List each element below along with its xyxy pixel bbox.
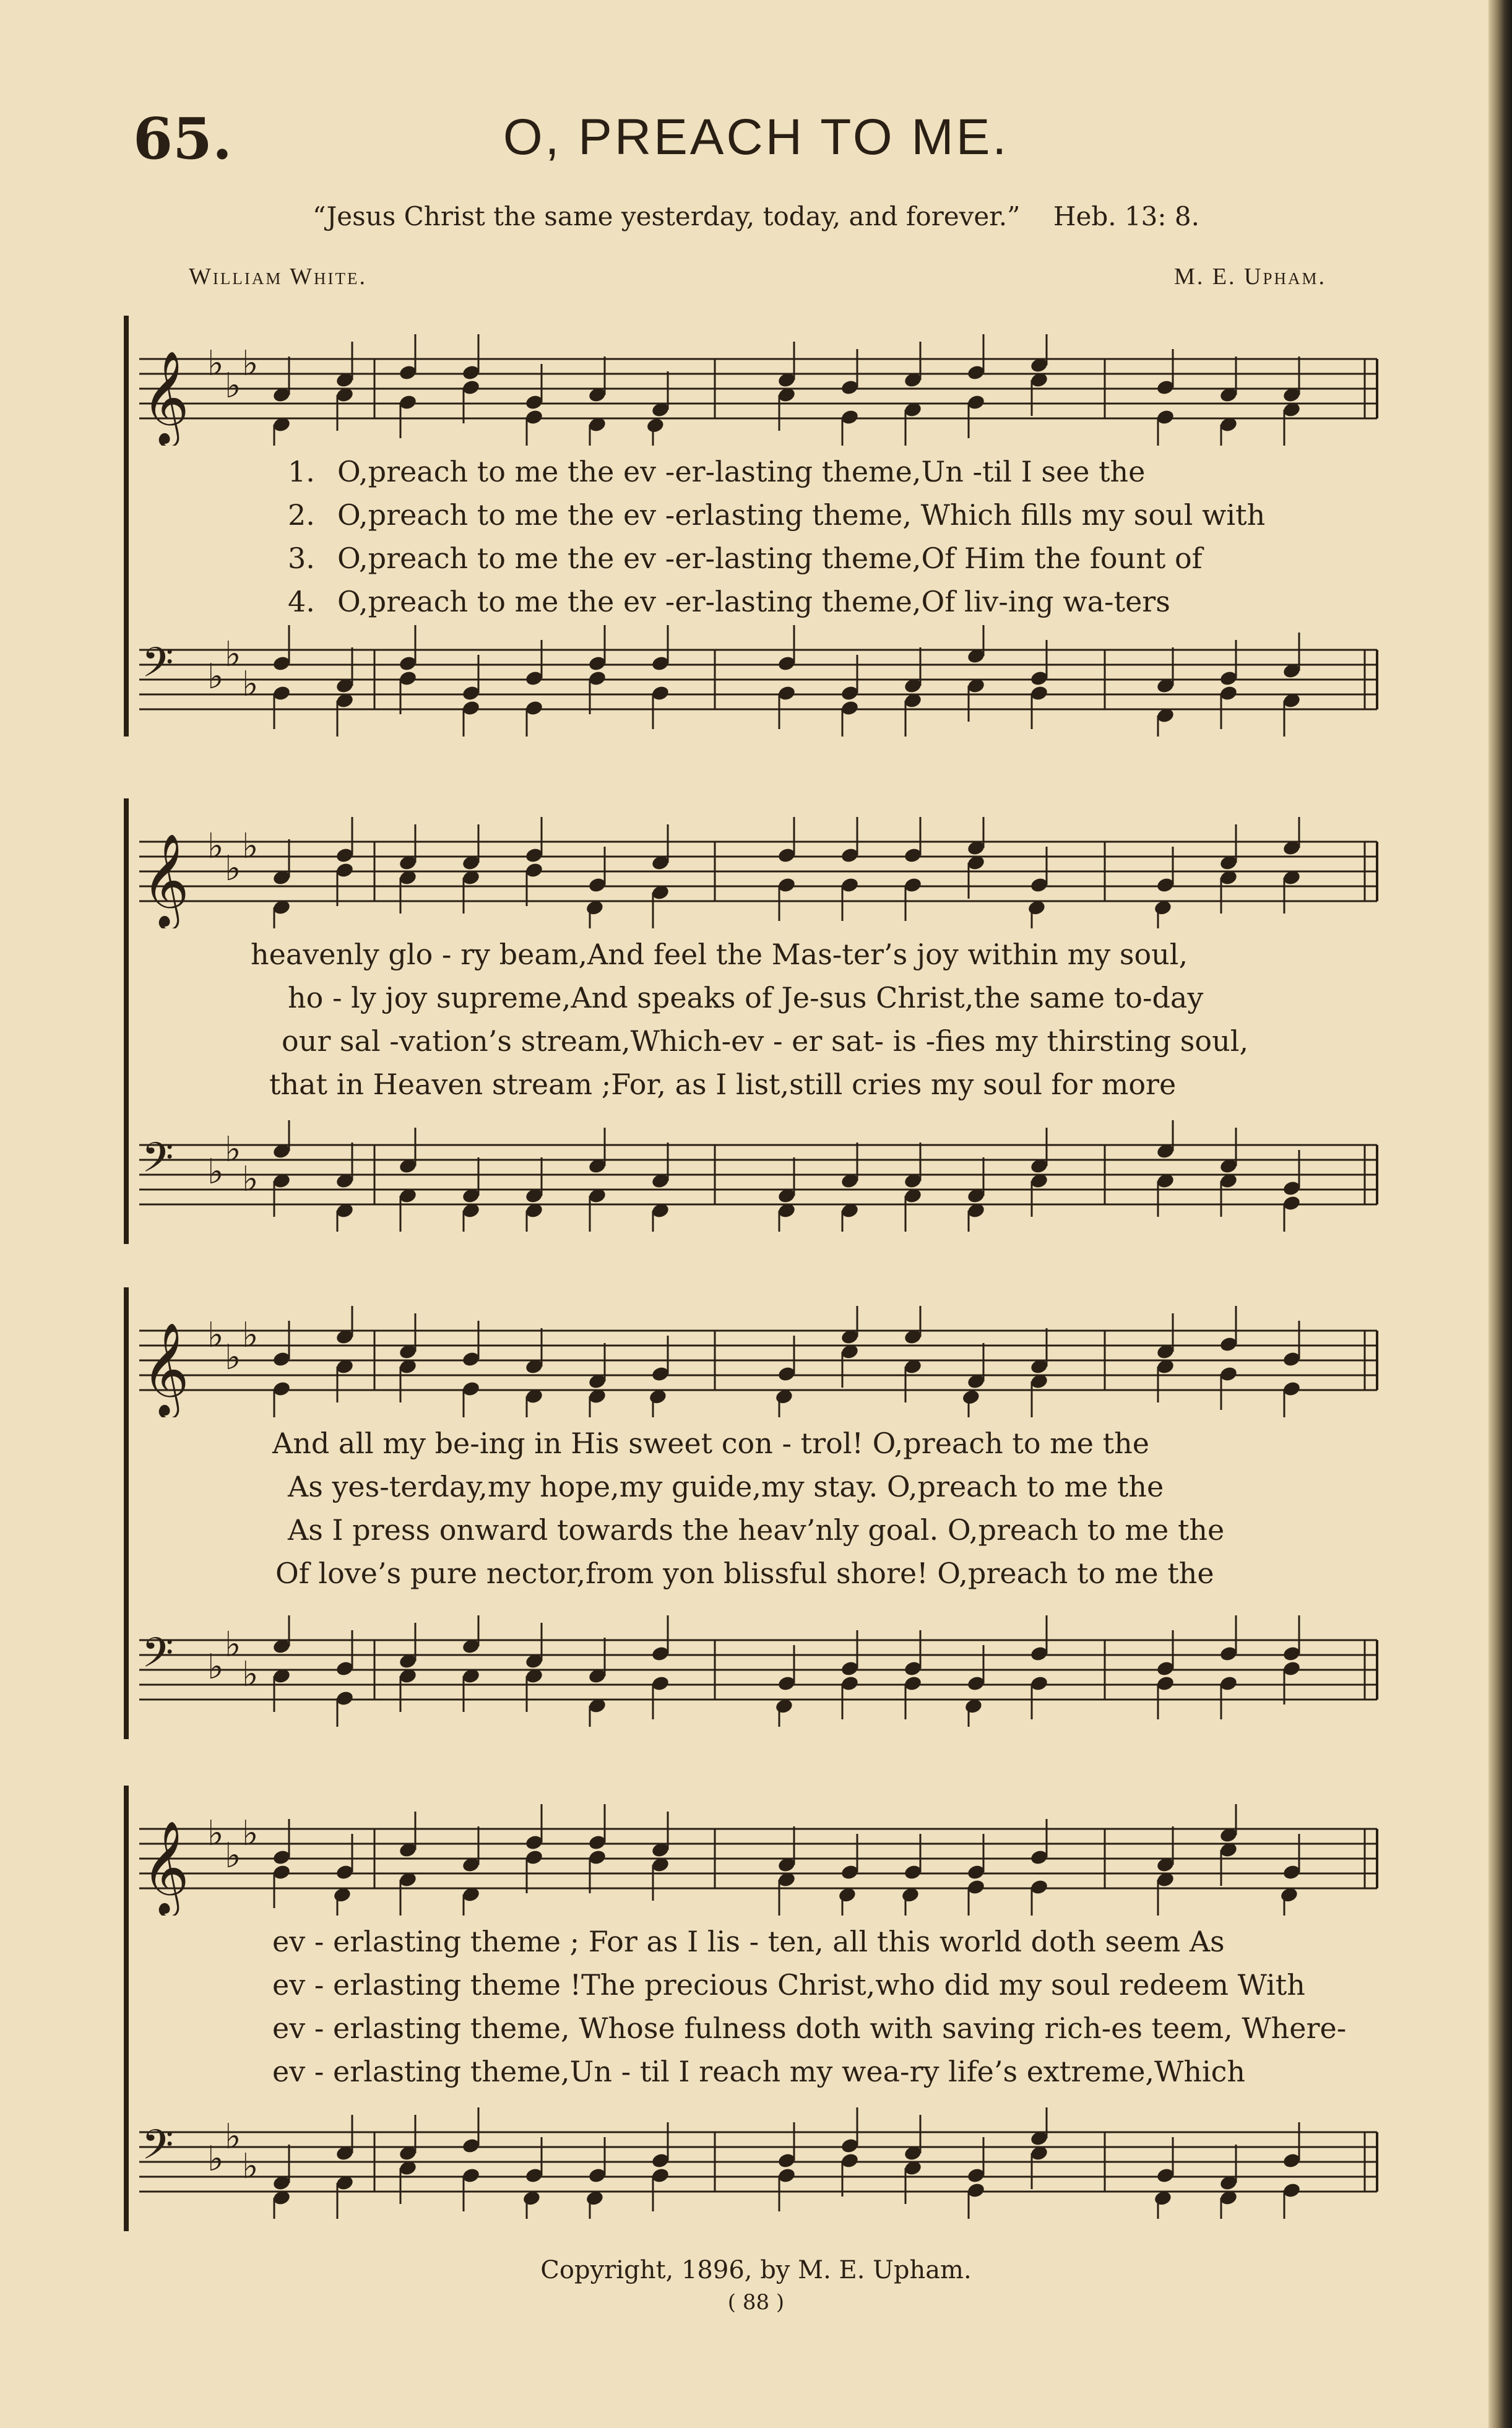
flat-icon: ♭ — [207, 1152, 224, 1192]
copyright-notice: Copyright, 1896, by M. E. Upham. — [540, 2256, 972, 2284]
epigraph-reference: Heb. 13: 8. — [1053, 201, 1199, 231]
flat-icon: ♭ — [207, 2139, 224, 2179]
hymn-header — [0, 105, 1485, 179]
epigraph-quote: “Jesus Christ the same yesterday, today, and forever.” — [313, 201, 1021, 231]
lyric-text: ev - erlasting theme ; For as I lis - ten, all this world doth seem As — [272, 1925, 1225, 1958]
lyric-text: As yes-terday,my hope,my guide,my stay. O,preach to me the — [288, 1470, 1164, 1503]
flat-icon: ♭ — [242, 2146, 259, 2187]
lyric-text: As I press onward towards the heav’nly goal. O,preach to me the — [288, 1513, 1225, 1547]
lyric-line — [124, 542, 1393, 585]
verse-number: 1. — [288, 455, 315, 488]
flat-icon: ♭ — [225, 2117, 241, 2157]
lyric-line — [124, 2011, 1393, 2055]
flat-icon: ♭ — [242, 1813, 259, 1854]
page-spine-edge — [1488, 0, 1512, 2428]
bass-staff-notation — [139, 625, 1393, 737]
lyric-line — [124, 585, 1393, 628]
treble-clef-icon: 𝄞 — [142, 1820, 189, 1914]
composer-credit: M. E. Upham. — [1174, 264, 1326, 290]
treble-staff-notation — [139, 1804, 1393, 1916]
hymn-number: 65. — [133, 105, 233, 172]
flat-icon: ♭ — [225, 634, 241, 675]
lyric-text: ho - ly joy supreme,And speaks of Je-sus Christ,the same to-day — [288, 981, 1204, 1014]
flat-icon: ♭ — [225, 1625, 241, 1665]
flat-icon: ♭ — [242, 343, 259, 384]
music-system-4 — [124, 1786, 1393, 2237]
lyric-line — [124, 1470, 1393, 1513]
lyricist-credit: William White. — [189, 264, 367, 290]
lyric-line — [124, 1024, 1393, 1068]
treble-staff-notation — [139, 817, 1393, 928]
verse-number: 4. — [288, 585, 315, 618]
treble-clef-icon: 𝄞 — [142, 1321, 189, 1415]
hymn-title: O, PREACH TO ME. — [503, 109, 1009, 165]
flat-icon: ♭ — [242, 1315, 259, 1355]
bass-staff-notation — [139, 2107, 1393, 2219]
flat-icon: ♭ — [225, 1130, 241, 1170]
lyric-text: ev - erlasting theme, Whose fulness doth with saving rich-es teem, Where- — [272, 2011, 1347, 2045]
flat-icon: ♭ — [207, 657, 224, 697]
flat-icon: ♭ — [225, 1836, 241, 1876]
lyric-line — [124, 1513, 1393, 1557]
lyric-text: heavenly glo - ry beam,And feel the Mas-ter’s joy within my soul, — [251, 938, 1188, 971]
lyric-text: O,preach to me the ev -er-lasting theme,Of Him the fount of — [337, 542, 1203, 575]
lyric-line — [124, 455, 1393, 498]
music-system-1 — [124, 316, 1393, 743]
lyric-text: ev - erlasting theme,Un - til I reach my wea-ry life’s extreme,Which — [272, 2055, 1246, 2088]
lyric-line — [124, 1968, 1393, 2011]
lyric-line — [124, 1427, 1393, 1470]
bass-staff-notation — [139, 1615, 1393, 1727]
lyric-text: O,preach to me the ev -er-lasting theme,Un -til I see the — [337, 455, 1146, 488]
lyric-line — [124, 938, 1393, 981]
music-system-3 — [124, 1287, 1393, 1745]
bass-clef-icon: 𝄢 — [142, 1134, 174, 1191]
flat-icon: ♭ — [225, 849, 241, 889]
lyric-text: that in Heaven stream ;For, as I list,still cries my soul for more — [269, 1068, 1177, 1101]
verse-number: 2. — [288, 498, 315, 532]
lyric-text: our sal -vation’s stream,Which-ev - er sat- is -fies my thirsting soul, — [282, 1024, 1249, 1058]
epigraph — [0, 201, 1512, 231]
lyric-line — [124, 981, 1393, 1024]
treble-staff-notation — [139, 1306, 1393, 1417]
page-number: ( 88 ) — [727, 2290, 785, 2315]
flat-icon: ♭ — [207, 1647, 224, 1687]
lyric-text: Of love’s pure nector,from yon blissful shore! O,preach to me the — [275, 1557, 1214, 1590]
bass-staff-notation — [139, 1120, 1393, 1232]
flat-icon: ♭ — [242, 1654, 259, 1695]
treble-staff-notation — [139, 334, 1393, 446]
note-head — [961, 1389, 980, 1406]
lyric-line — [124, 1925, 1393, 1968]
note-head — [646, 417, 665, 434]
lyric-text: ev - erlasting theme !The precious Christ,who did my soul redeem With — [272, 1968, 1305, 2002]
verse-number: 3. — [288, 542, 315, 575]
music-system-2 — [124, 798, 1393, 1250]
flat-icon: ♭ — [207, 1315, 224, 1355]
flat-icon: ♭ — [225, 366, 241, 406]
flat-icon: ♭ — [207, 1813, 224, 1854]
lyric-text: O,preach to me the ev -erlasting theme, Which fills my soul with — [337, 498, 1266, 532]
flat-icon: ♭ — [242, 1159, 259, 1199]
lyric-line — [124, 2055, 1393, 2098]
lyric-line — [124, 1068, 1393, 1111]
flat-icon: ♭ — [207, 343, 224, 384]
lyric-text: And all my be-ing in His sweet con - trol! O,preach to me the — [272, 1427, 1149, 1460]
lyric-line — [124, 498, 1393, 542]
flat-icon: ♭ — [225, 1337, 241, 1378]
bass-clef-icon: 𝄢 — [142, 639, 174, 696]
bass-clef-icon: 𝄢 — [142, 2121, 174, 2179]
treble-clef-icon: 𝄞 — [142, 350, 189, 444]
flat-icon: ♭ — [207, 826, 224, 866]
flat-icon: ♭ — [242, 826, 259, 866]
treble-clef-icon: 𝄞 — [142, 832, 189, 927]
lyric-text: O,preach to me the ev -er-lasting theme,Of liv-ing wa-ters — [337, 585, 1170, 618]
flat-icon: ♭ — [242, 664, 259, 704]
bass-clef-icon: 𝄢 — [142, 1629, 174, 1687]
lyric-line — [124, 1557, 1393, 1600]
